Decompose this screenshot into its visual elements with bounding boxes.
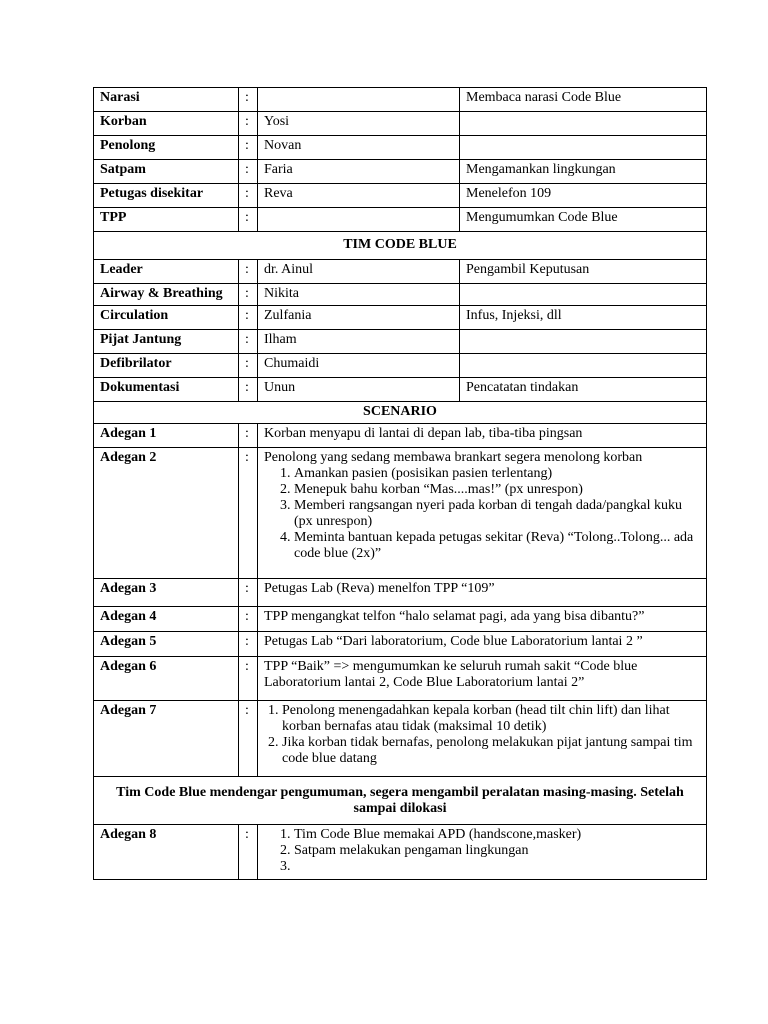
team-label: Leader: [94, 260, 239, 284]
team-label: Defibrilator: [94, 354, 239, 378]
team-note: [460, 284, 707, 306]
scene-step: 1. Tim Code Blue memakai APD (handscone,masker): [294, 827, 700, 843]
team-label: Circulation: [94, 306, 239, 330]
colon: :: [239, 378, 258, 402]
colon: :: [239, 208, 258, 232]
scene-step: 3. Memberi rangsangan nyeri pada korban di tengah dada/pangkal kuku (px unrespon): [294, 498, 700, 530]
colon: :: [239, 424, 258, 448]
team-note: Pengambil Keputusan: [460, 260, 707, 284]
scene-row: [94, 825, 707, 880]
team-name: Ilham: [258, 330, 460, 354]
scene-row: [94, 607, 707, 632]
team-heading: TIM CODE BLUE: [94, 232, 707, 260]
colon: :: [239, 632, 258, 657]
role-note: Mengumumkan Code Blue: [460, 208, 707, 232]
colon: :: [239, 184, 258, 208]
role-label: Penolong: [94, 136, 239, 160]
colon: :: [239, 701, 258, 777]
scene-intro: Penolong yang sedang membawa brankart segera menolong korban: [264, 450, 643, 465]
scene-body: [258, 448, 707, 579]
team-label: Airway & Breathing: [94, 284, 239, 306]
colon: :: [239, 579, 258, 607]
colon: :: [239, 607, 258, 632]
role-note: [460, 136, 707, 160]
role-row: [94, 112, 707, 136]
scene-steps: [264, 827, 700, 875]
scene-body: [258, 825, 707, 880]
scene-step: [294, 859, 700, 875]
role-name: Yosi: [258, 112, 460, 136]
scene-step: 2. Jika korban tidak bernafas, penolong melakukan pijat jantung sampai tim code blue datang: [282, 735, 700, 767]
role-label: Narasi: [94, 88, 239, 112]
colon: :: [239, 284, 258, 306]
scene-text: TPP mengangkat telfon “halo selamat pagi, ada yang bisa dibantu?”: [258, 607, 707, 632]
scene-label: Adegan 1: [94, 424, 239, 448]
role-label: Satpam: [94, 160, 239, 184]
team-name: dr. Ainul: [258, 260, 460, 284]
scene-label: Adegan 2: [94, 448, 239, 579]
team-label: Dokumentasi: [94, 378, 239, 402]
colon: :: [239, 657, 258, 701]
colon: :: [239, 354, 258, 378]
scene-text: Petugas Lab (Reva) menelfon TPP “109”: [258, 579, 707, 607]
code-blue-table: [93, 87, 707, 880]
scene-text: TPP “Baik” => mengumumkan ke seluruh rumah sakit “Code blue Laboratorium lantai 2, Code Blue Laboratorium lantai 2”: [258, 657, 707, 701]
role-row: [94, 88, 707, 112]
section-row: [94, 777, 707, 825]
team-row: [94, 330, 707, 354]
role-name: [258, 88, 460, 112]
colon: :: [239, 330, 258, 354]
role-note: Membaca narasi Code Blue: [460, 88, 707, 112]
team-name: Chumaidi: [258, 354, 460, 378]
team-label: Pijat Jantung: [94, 330, 239, 354]
scenario-heading: SCENARIO: [94, 402, 707, 424]
scene-row: [94, 657, 707, 701]
scene-steps: [264, 466, 700, 562]
section-row: [94, 232, 707, 260]
team-name: Nikita: [258, 284, 460, 306]
role-name: Faria: [258, 160, 460, 184]
team-note: Pencatatan tindakan: [460, 378, 707, 402]
role-row: [94, 136, 707, 160]
role-name: [258, 208, 460, 232]
team-row: [94, 260, 707, 284]
scene-text: Petugas Lab “Dari laboratorium, Code blue Laboratorium lantai 2 ”: [258, 632, 707, 657]
scene-body: [258, 701, 707, 777]
scene-label: Adegan 7: [94, 701, 239, 777]
scene-row: [94, 579, 707, 607]
colon: :: [239, 136, 258, 160]
scene-label: Adegan 8: [94, 825, 239, 880]
team-note: [460, 354, 707, 378]
scene-step: 1. Penolong menengadahkan kepala korban (head tilt chin lift) dan lihat korban bernafas atau tidak (maksimal 10 detik): [282, 703, 700, 735]
colon: :: [239, 825, 258, 880]
scene-step: 1. Amankan pasien (posisikan pasien terlentang): [294, 466, 700, 482]
role-row: [94, 160, 707, 184]
team-note: [460, 330, 707, 354]
team-row: [94, 378, 707, 402]
role-note: Mengamankan lingkungan: [460, 160, 707, 184]
scene-row: [94, 632, 707, 657]
scene-step: 2. Menepuk bahu korban “Mas....mas!” (px unrespon): [294, 482, 700, 498]
role-note: [460, 112, 707, 136]
scene-text: Korban menyapu di lantai di depan lab, tiba-tiba pingsan: [258, 424, 707, 448]
scene-label: Adegan 3: [94, 579, 239, 607]
role-label: TPP: [94, 208, 239, 232]
colon: :: [239, 88, 258, 112]
colon: :: [239, 448, 258, 579]
colon: :: [239, 112, 258, 136]
scene-label: Adegan 4: [94, 607, 239, 632]
scene-row: [94, 448, 707, 579]
team-note: Infus, Injeksi, dll: [460, 306, 707, 330]
role-row: [94, 208, 707, 232]
colon: :: [239, 260, 258, 284]
scene-label: Adegan 6: [94, 657, 239, 701]
section-row: [94, 402, 707, 424]
team-row: [94, 354, 707, 378]
scene-step: 2. Satpam melakukan pengaman lingkungan: [294, 843, 700, 859]
role-label: Korban: [94, 112, 239, 136]
role-name: Novan: [258, 136, 460, 160]
team-name: Unun: [258, 378, 460, 402]
scene-label: Adegan 5: [94, 632, 239, 657]
colon: :: [239, 160, 258, 184]
team-row: [94, 284, 707, 306]
role-label: Petugas disekitar: [94, 184, 239, 208]
role-note: Menelefon 109: [460, 184, 707, 208]
scene-row: [94, 424, 707, 448]
scene-steps: [260, 703, 700, 767]
scene-step: 4. Meminta bantuan kepada petugas sekitar (Reva) “Tolong..Tolong... ada code blue (2x)”: [294, 530, 700, 562]
colon: :: [239, 306, 258, 330]
role-row: [94, 184, 707, 208]
role-name: Reva: [258, 184, 460, 208]
team-row: [94, 306, 707, 330]
team-name: Zulfania: [258, 306, 460, 330]
announcement: Tim Code Blue mendengar pengumuman, segera mengambil peralatan masing-masing. Setelah sampai dilokasi: [94, 777, 707, 825]
scene-row: [94, 701, 707, 777]
